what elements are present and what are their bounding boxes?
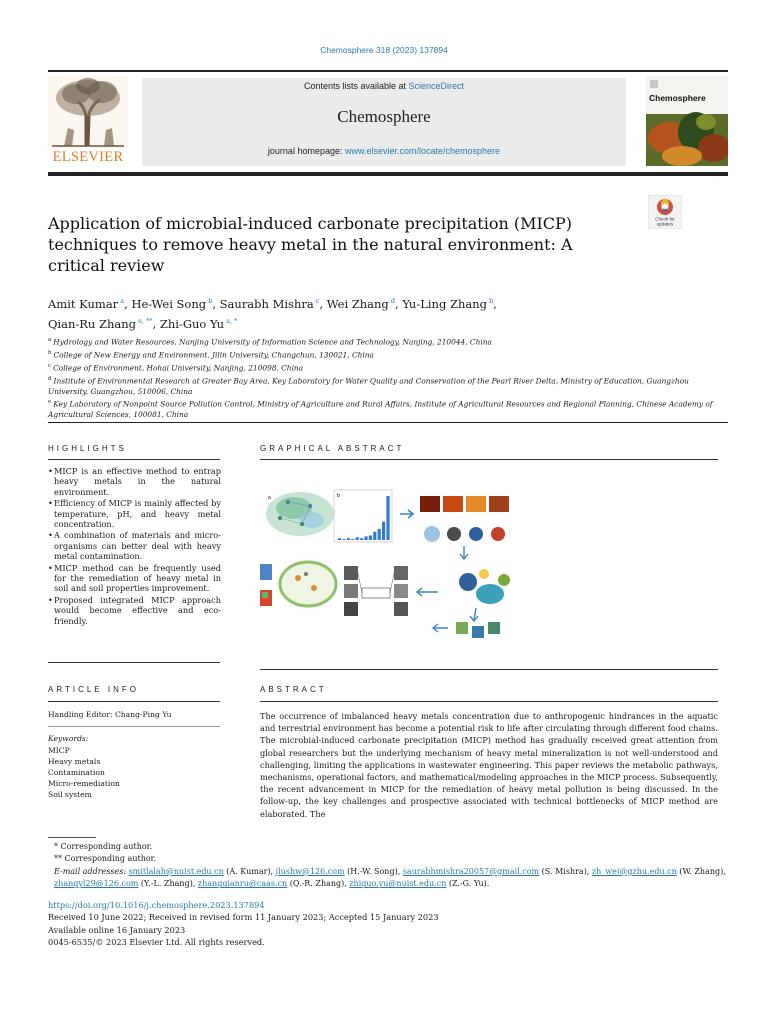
email-link[interactable]: saurabhmishra20057@gmail.com xyxy=(402,866,540,876)
author-separator: , xyxy=(395,296,403,311)
publication-info xyxy=(48,899,728,949)
available-online: Available online 16 January 2023 xyxy=(48,924,186,935)
ga-bar xyxy=(378,529,381,540)
ga-bar xyxy=(342,539,345,540)
homepage-line xyxy=(142,146,626,156)
affiliation-item xyxy=(48,361,728,374)
email-owner: (A. Kumar), xyxy=(223,866,276,876)
email-link[interactable]: zhiguo.yu@nuist.edu.cn xyxy=(349,879,447,889)
email-link[interactable]: zhangyl29@126.com xyxy=(54,879,139,889)
graphical-abstract-figure xyxy=(258,462,718,667)
graphical-abstract-rule xyxy=(260,459,718,460)
author-name[interactable]: Wei Zhang xyxy=(326,296,389,311)
ga-bar xyxy=(351,539,354,540)
abstract-heading: ABSTRACT xyxy=(260,685,327,694)
highlight-item: • MICP method can be frequently used for the remediation of heavy metal in soil and soil properties improvement. xyxy=(48,563,221,594)
corresponding-author-2: ** Corresponding author. xyxy=(54,854,157,864)
check-for-updates-badge[interactable] xyxy=(648,195,682,229)
author-name[interactable]: He-Wei Song xyxy=(131,296,207,311)
email-link[interactable]: zh_wei@gzhu.edu.cn xyxy=(591,866,677,876)
email-owner: (S. Mishra), xyxy=(539,866,592,876)
corresponding-author-1: * Corresponding author. xyxy=(54,842,153,851)
email-link[interactable]: zhangqianru@caas.cn xyxy=(197,879,288,889)
author-separator: , xyxy=(212,296,220,311)
highlight-item: • A combination of materials and micro-organisms can better deal with heavy metal contamination. xyxy=(48,530,221,561)
affiliation-text: Hydrology and Water Resources, Nanjing University of Information Science and Technology, Nanjing, 210044, China xyxy=(53,337,492,347)
arrow-down-icon xyxy=(460,546,468,559)
elsevier-wordmark: ELSEVIER xyxy=(52,149,124,165)
abstract-text: The occurrence of imbalanced heavy metals concentration due to anthropogenic hindrances in the aquatic and terrestrial environment has become a potential risk to life after circulating through different food chains. The microbial-induced carbonate precipitation (MICP) method has gradually received great attention from global researchers but the underlying mechanism of heavy metal mineralization is not well-understood and challenging, limiting the applications in wastewater engineering. This paper reviews the metabolic pathways, mechanisms, operational factors, and mathematical/modeling approaches in the MICP process. Subsequently, the recent advancement in MICP for the remediation of heavy metal pollution is being discussed. In the follow-up, the key challenges and prospective associated with technical bottlenecks of MICP method are elaborated. The xyxy=(260,711,718,819)
sciencedirect-link[interactable]: ScienceDirect xyxy=(408,81,465,91)
email-label: E-mail addresses: xyxy=(54,866,127,876)
affiliation-text: Key Laboratory of Nonpoint Source Pollution Control, Ministry of Agriculture and Rural Affairs, Institute of Agricultural Resources and Regional Planning, Chinese Academy of Agricultural Sciences, 100081, China xyxy=(48,399,713,419)
email-owner: (Z.-G. Yu). xyxy=(446,879,490,889)
masthead-center xyxy=(142,78,626,166)
author-affiliation-mark[interactable]: c xyxy=(313,297,320,305)
masthead xyxy=(48,76,728,168)
author-affiliation-mark[interactable]: a xyxy=(118,297,125,305)
journal-reference[interactable]: Chemosphere 318 (2023) 137894 xyxy=(320,45,448,55)
highlights-heading: HIGHLIGHTS xyxy=(48,444,127,453)
affiliation-rule xyxy=(48,422,728,423)
author-affiliation-mark[interactable]: a, * xyxy=(224,316,238,325)
email-addresses xyxy=(48,866,728,891)
affiliation-mark: a xyxy=(48,337,52,343)
masthead-bottom-rule xyxy=(48,172,728,176)
ga-bar xyxy=(373,532,376,540)
sem-image-grid xyxy=(344,566,408,616)
affiliation-mark: e xyxy=(48,398,52,405)
highlight-item: • MICP is an effective method to entrap heavy metals in the natural environment. xyxy=(48,466,221,497)
keywords-label: Keywords: xyxy=(48,734,89,743)
author-separator: , xyxy=(152,316,160,331)
abstract-rule xyxy=(260,701,718,702)
crossmark-icon xyxy=(648,195,682,229)
keywords-list xyxy=(48,745,120,800)
ga-bar xyxy=(364,536,367,540)
doi-link[interactable]: https://doi.org/10.1016/j.chemosphere.2023.137894 xyxy=(48,900,265,910)
affiliation-item xyxy=(48,335,728,348)
email-owner: (H.-W. Song), xyxy=(344,866,403,876)
publication-bar-chart xyxy=(334,490,392,542)
highlight-item: • Efficiency of MICP is mainly affected by temperature, pH, and heavy metal concentration. xyxy=(48,498,221,529)
keyword-item: Contamination xyxy=(48,768,105,777)
top-rule xyxy=(48,70,728,72)
email-owner: (Y.-L. Zhang), xyxy=(138,879,198,889)
article-info-heading: ARTICLE INFO xyxy=(48,685,139,694)
ga-bar xyxy=(386,496,389,540)
author-affiliation-mark[interactable]: d xyxy=(388,297,396,305)
author-affiliation-mark[interactable]: b xyxy=(487,297,494,305)
affiliation-item xyxy=(48,348,728,361)
author-name[interactable]: Zhi-Guo Yu xyxy=(159,316,224,331)
footnotes xyxy=(48,841,728,891)
copyright: 0045-6535/© 2023 Elsevier Ltd. All rights reserved. xyxy=(48,937,265,948)
highlights-rule xyxy=(48,459,220,460)
ga-bar xyxy=(369,535,372,540)
ga-bar xyxy=(356,537,359,540)
email-owner: (W. Zhang), xyxy=(676,866,726,876)
arrow-left-icon xyxy=(417,588,438,596)
author-list xyxy=(48,293,608,333)
affiliation-text: College of New Energy and Environment, Jilin University, Changchun, 130021, China xyxy=(53,350,374,360)
keyword-item: Heavy metals xyxy=(48,757,101,766)
ga-bar xyxy=(338,538,341,540)
received-dates: Received 10 June 2022; Received in revised form 11 January 2023; Accepted 15 January 2023 xyxy=(48,912,439,923)
footnote-rule xyxy=(48,837,96,838)
highlights-list xyxy=(48,466,221,627)
ga-bar xyxy=(382,522,385,540)
author-separator: , xyxy=(124,296,132,311)
keyword-item: Micro-remediation xyxy=(48,779,120,788)
elsevier-logo[interactable] xyxy=(48,76,128,168)
crossmark-line1: Check for xyxy=(655,216,675,222)
mechanism-diagram xyxy=(456,569,510,638)
photo-strip xyxy=(420,496,509,542)
highlights-bottom-rule xyxy=(48,662,220,663)
panel-label-b: b xyxy=(337,493,340,499)
article-title: Application of microbial-induced carbonate precipitation (MICP) techniques to remove heavy metal in the natural environment: A critical review xyxy=(48,214,573,275)
elsevier-tree-icon xyxy=(48,76,128,148)
panel-label-a: a xyxy=(268,495,271,501)
author-name[interactable]: Qian-Ru Zhang xyxy=(48,316,136,331)
article-info-divider xyxy=(48,726,220,727)
author-separator: , xyxy=(319,296,327,311)
author-name[interactable]: Saurabh Mishra xyxy=(219,296,314,311)
journal-name: Chemosphere xyxy=(337,107,431,126)
author-affiliation-mark[interactable]: b xyxy=(206,297,213,305)
arrow-right-icon xyxy=(400,510,413,518)
keyword-item: MICP xyxy=(48,746,70,755)
homepage-prefix: journal homepage: xyxy=(267,146,345,156)
contents-line xyxy=(142,81,626,91)
microbe-diagram xyxy=(260,562,336,606)
contents-prefix: Contents lists available at xyxy=(303,81,409,91)
journal-homepage-link[interactable]: www.elsevier.com/locate/chemosphere xyxy=(344,146,501,156)
graphical-abstract-svg xyxy=(258,462,718,667)
highlight-item: • Proposed integrated MICP approach would become effective and eco-friendly. xyxy=(48,595,221,626)
email-link[interactable]: smitlalah@nuist.edu.cn xyxy=(128,866,224,876)
graphical-abstract-heading: GRAPHICAL ABSTRACT xyxy=(260,444,405,453)
graphical-abstract-bottom-rule xyxy=(260,669,718,670)
handling-editor: Handling Editor: Chang-Ping Yu xyxy=(48,710,172,719)
email-owner: (Q.-R. Zhang), xyxy=(287,879,350,889)
ga-bar xyxy=(347,538,350,540)
affiliation-text: College of Environment, Hohai University, Nanjing, 210098, China xyxy=(53,363,304,373)
affiliation-list xyxy=(48,335,728,420)
affiliation-item xyxy=(48,397,728,420)
author-separator: , xyxy=(493,296,497,311)
article-info-rule xyxy=(48,701,220,702)
email-link[interactable]: jlushw@126.com xyxy=(275,866,345,876)
author-name[interactable]: Yu-Ling Zhang xyxy=(402,296,487,311)
cover-image-icon xyxy=(646,76,728,166)
affiliation-item xyxy=(48,374,728,397)
cover-title: Chemosphere xyxy=(649,93,706,103)
affiliation-mark: b xyxy=(48,349,52,356)
author-affiliation-mark[interactable]: e, ** xyxy=(136,316,153,325)
author-name[interactable]: Amit Kumar xyxy=(48,296,119,311)
ga-bar xyxy=(360,538,363,540)
journal-cover[interactable] xyxy=(646,76,728,166)
arrow-left-bottom-icon xyxy=(433,624,448,632)
affiliation-mark: c xyxy=(48,362,52,369)
affiliation-text: Institute of Environmental Research at Greater Bay Area, Key Laboratory for Water Quality and Conservation of the Pearl River Delta, Ministry of Education, Guangzhou University, Guangzhou, 510006, China xyxy=(48,376,689,396)
crossmark-line2: updates xyxy=(656,221,674,227)
affiliation-mark: d xyxy=(48,375,52,382)
keyword-item: Soil system xyxy=(48,790,92,799)
network-map xyxy=(266,492,334,536)
